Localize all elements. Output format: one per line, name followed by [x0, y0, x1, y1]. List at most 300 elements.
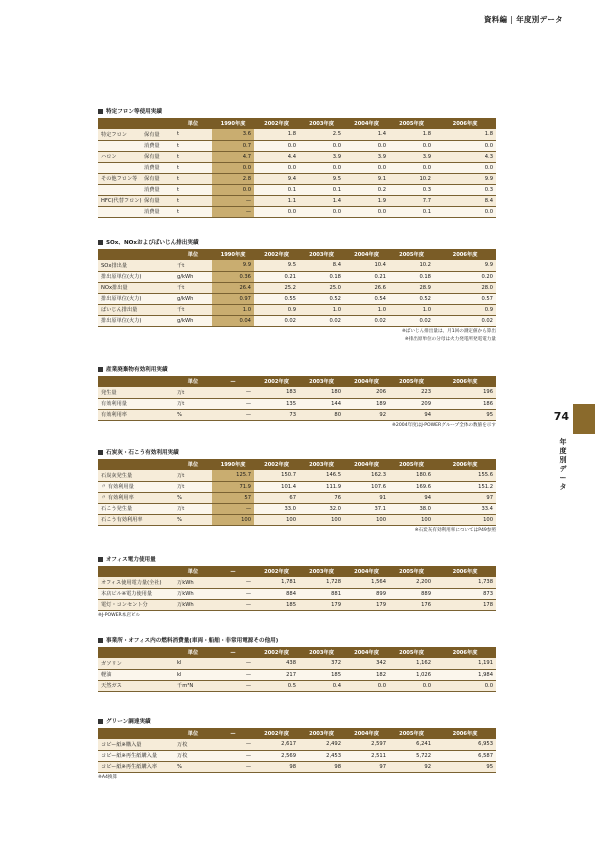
- table-row: [98, 184, 496, 195]
- table-cell: 2,453: [299, 750, 344, 761]
- table-row: [98, 282, 496, 293]
- table-cell: %: [174, 514, 212, 525]
- table-cell: 0.02: [344, 315, 389, 326]
- section-title: [98, 636, 496, 644]
- table-cell: 9.5: [299, 173, 344, 184]
- table-cell: 179: [344, 599, 389, 610]
- table-cell: —: [212, 577, 254, 588]
- table-cell: kl: [174, 658, 212, 669]
- table-cell: 92: [344, 409, 389, 420]
- section-office-power: [98, 555, 496, 619]
- table-cell: 2,492: [299, 739, 344, 750]
- table-cell: 97: [344, 761, 389, 772]
- table-cell: 91: [344, 492, 389, 503]
- table-cell: 有効利用量: [98, 398, 174, 409]
- column-header: 2004年度: [344, 118, 389, 129]
- table-cell: 196: [434, 387, 496, 398]
- table-cell: 217: [254, 669, 299, 680]
- square-bullet-icon: [98, 719, 103, 724]
- table-cell: 98: [299, 761, 344, 772]
- table-cell: 0.9: [434, 304, 496, 315]
- table-cell: 1.0: [389, 304, 434, 315]
- table-cell: 0.3: [389, 184, 434, 195]
- column-header: 2006年度: [434, 459, 496, 470]
- table-cell: 57: [212, 492, 254, 503]
- table-cell: 2,200: [389, 577, 434, 588]
- table-row: [98, 304, 496, 315]
- column-header: 単位: [174, 459, 212, 470]
- table-cell: 101.4: [254, 481, 299, 492]
- table-row: [98, 588, 496, 599]
- table-cell: 有効利用率: [98, 409, 174, 420]
- table-row: [98, 599, 496, 610]
- table-cell: 1,738: [434, 577, 496, 588]
- column-header: 単位: [174, 728, 212, 739]
- table-cell: 保有量: [142, 129, 174, 140]
- table-cell: 95: [434, 761, 496, 772]
- table-cell: ガソリン: [98, 658, 174, 669]
- table-cell: 0.57: [434, 293, 496, 304]
- table-cell: 6,953: [434, 739, 496, 750]
- column-header: 2005年度: [389, 566, 434, 577]
- data-table: [98, 118, 496, 218]
- table-cell: 1.1: [254, 195, 299, 206]
- table-cell: 100: [344, 514, 389, 525]
- table-cell: 10.4: [344, 260, 389, 271]
- table-cell: 0.1: [254, 184, 299, 195]
- column-header: [98, 249, 174, 260]
- data-table: [98, 566, 496, 611]
- table-row: [98, 577, 496, 588]
- table-cell: 169.6: [389, 481, 434, 492]
- table-cell: 67: [254, 492, 299, 503]
- column-header: [98, 566, 174, 577]
- column-header: 2005年度: [389, 118, 434, 129]
- table-cell: 150.7: [254, 470, 299, 481]
- table-cell: 0.0: [344, 162, 389, 173]
- section-title-text: SOx、NOxおよびばいじん排出実績: [106, 240, 199, 246]
- table-row: [98, 658, 496, 669]
- table-cell: 94: [389, 409, 434, 420]
- table-cell: 372: [299, 658, 344, 669]
- table-cell: 889: [389, 588, 434, 599]
- table-header-row: [98, 249, 496, 260]
- square-bullet-icon: [98, 367, 103, 372]
- table-cell: [98, 162, 142, 173]
- table-row: [98, 514, 496, 525]
- table-cell: 135: [254, 398, 299, 409]
- table-cell: 千t: [174, 260, 212, 271]
- table-cell: 0.0: [254, 140, 299, 151]
- square-bullet-icon: [98, 557, 103, 562]
- footnote: ※排出原単位の分母は火力発電所発電電力量: [404, 336, 496, 342]
- table-cell: —: [212, 750, 254, 761]
- table-header-row: [98, 647, 496, 658]
- table-cell: 28.9: [389, 282, 434, 293]
- table-cell: 186: [434, 398, 496, 409]
- table-cell: 32.0: [299, 503, 344, 514]
- table-cell: —: [212, 206, 254, 217]
- column-header: 2005年度: [389, 376, 434, 387]
- table-row: [98, 173, 496, 184]
- table-row: [98, 271, 496, 282]
- table-cell: 438: [254, 658, 299, 669]
- table-cell: %: [174, 492, 212, 503]
- section-title: [98, 107, 496, 115]
- table-cell: 6,587: [434, 750, 496, 761]
- table-cell: 0.54: [344, 293, 389, 304]
- table-row: [98, 387, 496, 398]
- table-row: [98, 260, 496, 271]
- table-cell: 0.18: [299, 271, 344, 282]
- section-title-text: 事業所・オフィス内の燃料消費量(車両・船舶・非常用電源その他用): [106, 638, 279, 644]
- table-cell: 179: [299, 599, 344, 610]
- table-cell: —: [212, 599, 254, 610]
- table-row: [98, 206, 496, 217]
- table-cell: 消費量: [142, 162, 174, 173]
- table-cell: 2,569: [254, 750, 299, 761]
- section-title: [98, 555, 496, 563]
- table-cell: 0.0: [434, 680, 496, 691]
- table-cell: 180: [299, 387, 344, 398]
- table-cell: 〃 有効利用率: [98, 492, 174, 503]
- table-cell: 万枚: [174, 739, 212, 750]
- section-fuel: [98, 636, 496, 692]
- column-header: [98, 118, 142, 129]
- table-row: [98, 162, 496, 173]
- table-cell: 2.8: [212, 173, 254, 184]
- table-cell: 保有量: [142, 173, 174, 184]
- footnote: ※2004年度はJ-POWERグループ全体の数値を示す: [392, 422, 496, 428]
- table-cell: 189: [344, 398, 389, 409]
- table-cell: 石炭灰発生量: [98, 470, 174, 481]
- table-cell: 26.6: [344, 282, 389, 293]
- table-header-row: [98, 118, 496, 129]
- table-cell: t: [174, 206, 212, 217]
- table-cell: 0.0: [434, 162, 496, 173]
- table-cell: 185: [299, 669, 344, 680]
- data-table: [98, 728, 496, 773]
- table-cell: 98: [254, 761, 299, 772]
- data-table: [98, 459, 496, 526]
- table-cell: 万kWh: [174, 588, 212, 599]
- column-header: 2003年度: [299, 647, 344, 658]
- table-cell: 3.9: [299, 151, 344, 162]
- column-header: 2003年度: [299, 728, 344, 739]
- table-cell: 92: [389, 761, 434, 772]
- footnote: ※ばいじん排出量は、月1回の測定値から算出: [401, 328, 496, 334]
- table-cell: —: [212, 658, 254, 669]
- section-title: [98, 717, 496, 725]
- section-coal-ash: [98, 448, 496, 534]
- table-cell: コピー紙※再生紙購入率: [98, 761, 174, 772]
- table-cell: 排出原単位(火力): [98, 293, 174, 304]
- table-cell: 38.0: [389, 503, 434, 514]
- table-cell: 881: [299, 588, 344, 599]
- table-cell: g/kWh: [174, 271, 212, 282]
- section-title-text: グリーン調達実績: [106, 719, 151, 725]
- column-header: [98, 647, 174, 658]
- table-row: [98, 492, 496, 503]
- table-cell: —: [212, 669, 254, 680]
- table-cell: 3.9: [344, 151, 389, 162]
- table-cell: 0.0: [299, 206, 344, 217]
- table-cell: 9.1: [344, 173, 389, 184]
- column-header: 単位: [174, 566, 212, 577]
- column-header: 2003年度: [299, 376, 344, 387]
- table-cell: コピー紙※再生紙購入量: [98, 750, 174, 761]
- header-left: 資料編: [483, 15, 508, 24]
- table-cell: %: [174, 409, 212, 420]
- table-cell: 千t: [174, 304, 212, 315]
- table-cell: t: [174, 184, 212, 195]
- side-section-label: 年度別データ: [559, 438, 567, 491]
- square-bullet-icon: [98, 109, 103, 114]
- table-cell: 万t: [174, 470, 212, 481]
- table-row: [98, 195, 496, 206]
- column-header: 2004年度: [344, 566, 389, 577]
- table-cell: 万kWh: [174, 577, 212, 588]
- table-cell: 100: [434, 514, 496, 525]
- table-cell: 排出原単位(火力): [98, 315, 174, 326]
- footnote: ※A4換算: [98, 774, 118, 780]
- column-header: 2006年度: [434, 376, 496, 387]
- table-cell: 1.4: [299, 195, 344, 206]
- table-cell: 873: [434, 588, 496, 599]
- table-row: [98, 398, 496, 409]
- table-cell: 0.02: [299, 315, 344, 326]
- table-cell: 178: [434, 599, 496, 610]
- table-cell: 軽油: [98, 669, 174, 680]
- table-cell: 9.5: [254, 260, 299, 271]
- footnote: ※J-POWER本店ビル: [98, 612, 141, 618]
- table-cell: 342: [344, 658, 389, 669]
- table-cell: 0.4: [299, 680, 344, 691]
- table-cell: 0.0: [299, 140, 344, 151]
- column-header: 2003年度: [299, 118, 344, 129]
- table-cell: 1,026: [389, 669, 434, 680]
- table-cell: 94: [389, 492, 434, 503]
- table-cell: —: [212, 588, 254, 599]
- column-header: 1990年度: [212, 249, 254, 260]
- header-right: 年度別データ: [516, 15, 563, 24]
- table-cell: 146.5: [299, 470, 344, 481]
- column-header: 2004年度: [344, 249, 389, 260]
- table-cell: 0.0: [299, 162, 344, 173]
- table-cell: 0.0: [344, 140, 389, 151]
- column-header: 2002年度: [254, 118, 299, 129]
- table-cell: 0.1: [389, 206, 434, 217]
- table-row: [98, 151, 496, 162]
- column-header: —: [212, 566, 254, 577]
- table-cell: —: [212, 398, 254, 409]
- column-header: 2006年度: [434, 728, 496, 739]
- table-cell: 0.0: [254, 162, 299, 173]
- table-cell: 144: [299, 398, 344, 409]
- table-cell: 消費量: [142, 206, 174, 217]
- table-cell: 千t: [174, 282, 212, 293]
- table-cell: 97: [434, 492, 496, 503]
- table-cell: 0.02: [389, 315, 434, 326]
- table-cell: 〃 有効利用量: [98, 481, 174, 492]
- table-row: [98, 481, 496, 492]
- table-cell: —: [212, 503, 254, 514]
- table-cell: 1.0: [344, 304, 389, 315]
- column-header: 2004年度: [344, 647, 389, 658]
- table-cell: 特定フロン: [98, 129, 142, 140]
- table-cell: 7.7: [389, 195, 434, 206]
- column-header: 2005年度: [389, 459, 434, 470]
- table-cell: 1.0: [212, 304, 254, 315]
- section-industrial-waste: [98, 365, 496, 429]
- table-cell: 0.97: [212, 293, 254, 304]
- table-cell: —: [212, 195, 254, 206]
- column-header: 単位: [174, 376, 212, 387]
- table-cell: 100: [299, 514, 344, 525]
- column-header: 2005年度: [389, 647, 434, 658]
- table-cell: 0.21: [344, 271, 389, 282]
- table-cell: 9.9: [212, 260, 254, 271]
- table-cell: 石こう有効利用率: [98, 514, 174, 525]
- table-cell: 0.9: [254, 304, 299, 315]
- table-row: [98, 409, 496, 420]
- table-cell: 1.8: [389, 129, 434, 140]
- section-title: [98, 448, 496, 456]
- table-cell: 本店ビル※電力使用量: [98, 588, 174, 599]
- table-cell: 0.18: [389, 271, 434, 282]
- table-cell: 1,191: [434, 658, 496, 669]
- table-cell: 2,617: [254, 739, 299, 750]
- table-cell: 80: [299, 409, 344, 420]
- column-header: [98, 376, 174, 387]
- table-cell: 0.0: [389, 680, 434, 691]
- table-cell: 2,511: [344, 750, 389, 761]
- section-title: [98, 238, 496, 246]
- table-cell: 9.4: [254, 173, 299, 184]
- table-cell: 4.3: [434, 151, 496, 162]
- table-cell: t: [174, 162, 212, 173]
- data-table: [98, 249, 496, 327]
- table-cell: 0.3: [434, 184, 496, 195]
- table-cell: 0.04: [212, 315, 254, 326]
- table-header-row: [98, 459, 496, 470]
- table-cell: 125.7: [212, 470, 254, 481]
- table-cell: 71.9: [212, 481, 254, 492]
- column-header: 1990年度: [212, 118, 254, 129]
- table-cell: コピー紙※購入量: [98, 739, 174, 750]
- column-header: 2005年度: [389, 249, 434, 260]
- table-cell: SOx排出量: [98, 260, 174, 271]
- column-header: 2006年度: [434, 566, 496, 577]
- page-header: [484, 14, 563, 25]
- table-cell: 162.3: [344, 470, 389, 481]
- table-cell: 保有量: [142, 151, 174, 162]
- table-cell: 1.8: [434, 129, 496, 140]
- table-cell: 0.1: [299, 184, 344, 195]
- column-header: 2002年度: [254, 376, 299, 387]
- table-cell: 4.7: [212, 151, 254, 162]
- table-cell: 182: [344, 669, 389, 680]
- table-cell: [98, 206, 142, 217]
- page-number: 74: [553, 410, 569, 423]
- table-cell: 消費量: [142, 140, 174, 151]
- table-cell: 33.0: [254, 503, 299, 514]
- table-cell: 0.0: [389, 140, 434, 151]
- table-cell: 排出原単位(火力): [98, 271, 174, 282]
- table-cell: 100: [254, 514, 299, 525]
- table-cell: 95: [434, 409, 496, 420]
- table-cell: 73: [254, 409, 299, 420]
- column-header: 2002年度: [254, 459, 299, 470]
- table-cell: 1.8: [254, 129, 299, 140]
- table-cell: 8.4: [434, 195, 496, 206]
- table-cell: 1,728: [299, 577, 344, 588]
- table-cell: t: [174, 140, 212, 151]
- table-cell: 25.0: [299, 282, 344, 293]
- table-cell: 180.6: [389, 470, 434, 481]
- section-sox-nox: [98, 238, 496, 343]
- section-freon: [98, 107, 496, 218]
- table-cell: 0.5: [254, 680, 299, 691]
- table-row: [98, 315, 496, 326]
- table-row: [98, 669, 496, 680]
- table-cell: 6,241: [389, 739, 434, 750]
- table-cell: t: [174, 151, 212, 162]
- column-header: 2003年度: [299, 249, 344, 260]
- table-cell: —: [212, 680, 254, 691]
- column-header: —: [212, 647, 254, 658]
- table-cell: オフィス使用電力量(全社): [98, 577, 174, 588]
- table-row: [98, 293, 496, 304]
- table-cell: 0.0: [389, 162, 434, 173]
- table-cell: 0.0: [212, 162, 254, 173]
- table-cell: 8.4: [299, 260, 344, 271]
- table-row: [98, 750, 496, 761]
- table-cell: —: [212, 739, 254, 750]
- table-cell: 26.4: [212, 282, 254, 293]
- table-cell: kl: [174, 669, 212, 680]
- table-cell: [98, 184, 142, 195]
- table-cell: g/kWh: [174, 315, 212, 326]
- header-separator: |: [510, 15, 514, 24]
- section-title-text: 特定フロン等使用実績: [106, 109, 162, 115]
- table-cell: —: [212, 387, 254, 398]
- table-cell: 209: [389, 398, 434, 409]
- data-table: [98, 376, 496, 421]
- table-cell: 1,781: [254, 577, 299, 588]
- table-cell: 電灯・コンセント分: [98, 599, 174, 610]
- table-cell: 100: [389, 514, 434, 525]
- column-header: 2002年度: [254, 566, 299, 577]
- section-title-text: オフィス電力使用量: [106, 557, 156, 563]
- table-cell: 0.7: [212, 140, 254, 151]
- table-cell: HFC(代替フロン): [98, 195, 142, 206]
- column-header: 2006年度: [434, 647, 496, 658]
- column-header: 単位: [174, 249, 212, 260]
- table-cell: 176: [389, 599, 434, 610]
- table-cell: 206: [344, 387, 389, 398]
- table-cell: 0.20: [434, 271, 496, 282]
- column-header: 2006年度: [434, 249, 496, 260]
- table-cell: 0.52: [389, 293, 434, 304]
- table-cell: 4.4: [254, 151, 299, 162]
- section-title-text: 石炭灰・石こう有効利用実績: [106, 450, 179, 456]
- table-row: [98, 761, 496, 772]
- table-cell: 1,162: [389, 658, 434, 669]
- table-row: [98, 140, 496, 151]
- table-cell: 5,722: [389, 750, 434, 761]
- table-cell: 0.02: [254, 315, 299, 326]
